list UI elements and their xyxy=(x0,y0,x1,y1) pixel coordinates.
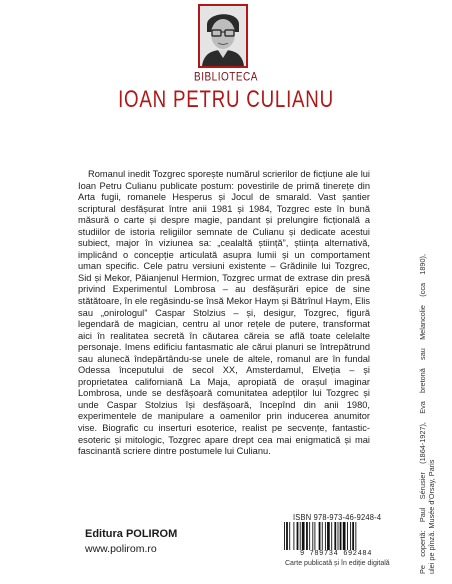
barcode-digits: 9 789734 692484 xyxy=(299,550,372,558)
isbn: ISBN 978-973-46-9248-4 xyxy=(293,512,382,523)
author-portrait xyxy=(198,4,248,68)
digital-edition-note: Carte publicată și în ediție digitală xyxy=(285,560,390,567)
cover-credit-line-1: Pe copertă: Paul Sérusier (1864-1927), Eva bretonă sau Melancolie (cca 1890), xyxy=(418,254,427,574)
publisher-website[interactable]: www.polirom.ro xyxy=(85,543,157,555)
author-name: IOAN PETRU CULIANU xyxy=(118,86,334,113)
cover-credit xyxy=(418,254,436,574)
series-label: BIBLIOTECA xyxy=(194,70,258,85)
author-portrait-image xyxy=(200,6,246,66)
publisher-name: Editura POLIROM xyxy=(85,528,178,540)
back-cover-blurb: Romanul inedit Tozgrec sporește numărul scrierilor de ficțiune ale lui Ioan Petru Culianu publicate postum: povestirile de primă tinerețe din Arta fugii, romanele Hesperus și Jocul de smarald. Vast șantier scriptural desfășurat între anii 1981 și 1984, Tozgrec este în bună măsură o carte și despre magie, pandant și prelungire ficțională a studiilor de istoria religiilor semnate de Culianu și dedicate acestui subiect, major în viziunea sa: „cealaltă știință”, știința alternativă, implicând o concepție articulată asupra lumii și un comportament uman specific. Cele patru versiuni existente – Grădinile lui Tozgrec, Sid și Mekor, Păianjenul Hermion, Tozgrec urmat de extrase din presă privind Experimentul Lombrosa – au desfășurări epice de sine stătătoare, în ele regăsindu-se însă Mekor Haym și Bătrînul Haym, Elis sau „onirologul” Caspar Stolzius – și, desigur, Tozgrec, figură legendară de magician, centru al unor rețele de putere, transformat aici în realitatea secretă în căutarea căreia se află toate celelalte personaje. Imens edificiu fantasmatic ale cărui planuri se întrepătrund sau alunecă îndepărtându-se unele de altele, romanul are în fundal Odessa începutului de secol XX, Amsterdamul, Elveția – și proprietatea californiană La Maja, apropiată de orașul imaginar Lombrosa, unde se desfășoară comunitatea adepților lui Tozgrec și unde Caspar Stolzius își desfășoară, începînd din anii 1980, experimentele de manipulare a oamenilor prin inducerea anumitor vise. Biografic cu inserturi esoterice, realist pe secvențe, fantastic-esoteric și mitologic, Tozgrec apare drept cea mai enigmatică și mai fascinantă scriere dintre postumele lui Culianu. xyxy=(78,169,370,457)
cover-credit-line-2: ulei pe pînză. Musée d'Orsay, Paris xyxy=(427,459,436,574)
